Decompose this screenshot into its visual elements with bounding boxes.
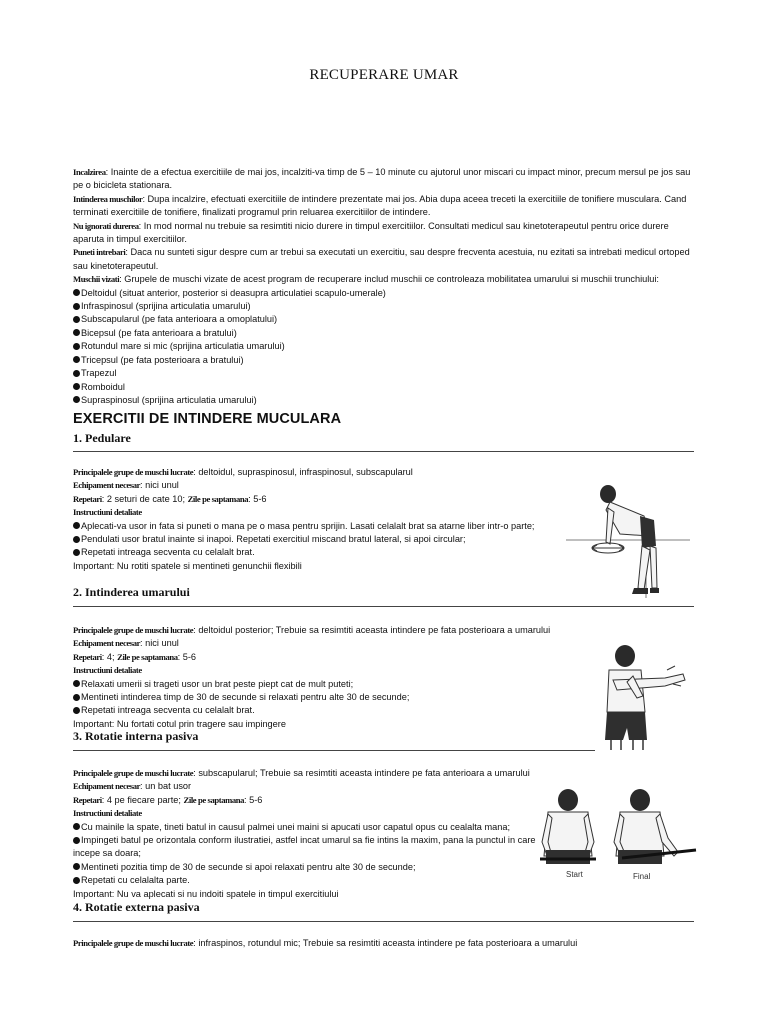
exercise-3-equipment: : un bat usor [140, 781, 192, 792]
step-text: Repetati intreaga secventa cu celalalt brat. [81, 547, 255, 558]
exercise-4-muscles: : infraspinos, rotundul mic; Trebuie sa resimtiti aceasta intindere pe fata posterioara a umarului [193, 938, 578, 948]
bullet-icon [73, 823, 80, 830]
exercise-3-reps: : 4 pe fiecare parte; [101, 794, 184, 805]
muscle-item: Subscapularul (pe fata anterioara a omoplatului) [81, 314, 278, 325]
bullet-icon [73, 316, 80, 323]
divider [73, 606, 694, 607]
bullet-icon [73, 289, 80, 296]
list-item [73, 691, 633, 704]
step-text: Cu mainile la spate, tineti batul in causul palmei unei maini si apucati usor capatul opus cu cealalta mana; [81, 821, 510, 832]
text-muscles: : Grupele de muschi vizate de acest program de recuperare includ muschii ce controleaza mobilitatea umarului si muschii trunchiului: [119, 274, 659, 285]
list-item [73, 354, 699, 367]
pendulum-exercise-illustration [566, 480, 690, 598]
shoulder-stretch-illustration [603, 640, 689, 754]
step-text: Aplecati-va usor in fata si puneti o mana pe o masa pentru sprijin. Lasati celalalt brat sa atarne liber intr-o parte; [81, 520, 535, 531]
bullet-icon [73, 383, 80, 390]
divider [73, 451, 694, 452]
list-item [73, 381, 699, 394]
step-text: Impingeti batul pe orizontala conform ilustratiei, astfel incat umarul sa fie intins la maxim, pana la punctul in care incepe sa doara; [73, 835, 536, 859]
text-questions: : Daca nu sunteti sigur despre cum ar trebui sa executati un exercitiu, sau despre frecventa acestuia, nu ezitati sa intrebati medicul ortoped sau kinetoterapeutul. [73, 247, 690, 271]
list-item [73, 313, 699, 326]
label-questions: Puneti intrebari [73, 247, 126, 258]
bullet-icon [73, 680, 80, 687]
step-text: Pendulati usor bratul inainte si inapoi. Repetati exercitiul miscand bratul lateral, si apoi circular; [81, 534, 466, 545]
exercise-3-days: : 5-6 [244, 794, 263, 805]
label-reps: Repetari [73, 794, 102, 805]
step-text: Relaxati umerii si trageti usor un brat peste piept cat de mult puteti; [81, 678, 354, 689]
label-reps: Repetari [73, 493, 102, 504]
label-warmup: Incalzirea [73, 167, 106, 177]
list-item [73, 287, 699, 300]
muscle-item: Infraspinosul (sprijina articulatia umarului) [81, 301, 251, 312]
section-heading: EXERCITII DE INTINDERE MUCULARA [73, 411, 342, 427]
label-muscles: Muschii vizati [73, 274, 120, 285]
list-item [73, 834, 549, 861]
exercise-1-muscles: : deltoidul, supraspinosul, infraspinosul, subscapularul [193, 467, 413, 477]
start-figure [540, 789, 596, 864]
label-muscle-groups: Principalele grupe de muschi lucrate [73, 467, 194, 477]
exercise-1-reps: : 2 seturi de cate 10; [101, 493, 188, 504]
bullet-icon [73, 370, 80, 377]
list-item [73, 861, 549, 874]
step-text: Repetati cu celalalta parte. [81, 875, 190, 886]
exercise-2-details [73, 624, 633, 731]
exercise-3-muscles: : subscapularul; Trebuie sa resimtiti aceasta intindere pe fata anterioara a umarului [193, 768, 530, 778]
list-item [73, 704, 633, 717]
label-days: Zile pe saptamana [183, 794, 245, 805]
list-item [73, 520, 553, 533]
label-muscle-groups: Principalele grupe de muschi lucrate [73, 625, 194, 635]
final-caption: Final [633, 872, 651, 881]
intro-questions [73, 246, 699, 273]
bullet-icon [73, 707, 80, 714]
bullet-icon [73, 343, 80, 350]
muscle-item: Romboidul [81, 381, 125, 392]
label-instructions: Instructiuni detaliate [73, 808, 142, 819]
muscle-item: Bicepsul (pe fata anterioara a bratului) [81, 327, 237, 338]
exercise-1-equipment: : nici unul [140, 480, 179, 491]
bullet-icon [73, 536, 80, 543]
list-item [73, 394, 699, 407]
label-equipment: Echipament necesar [73, 781, 141, 792]
divider [73, 921, 694, 922]
list-item [73, 367, 699, 380]
label-days: Zile pe saptamana [187, 493, 249, 504]
label-instructions: Instructiuni detaliate [73, 507, 142, 518]
exercise-2-days: : 5-6 [177, 651, 197, 662]
text-pain: : In mod normal nu trebuie sa resimtiti nicio durere in timpul exercitiilor. Consultati medicul sau kinetoterapeutul pentru orice durere aparuta in timpul exercitiilor. [73, 220, 669, 245]
exercise-2-title: 2. Intinderea umarului [73, 585, 190, 599]
exercise-4-details [73, 937, 693, 950]
list-item [73, 300, 699, 313]
label-muscle-groups: Principalele grupe de muschi lucrate [73, 938, 194, 948]
bullet-icon [73, 329, 80, 336]
muscle-item: Tricepsul (pe fata posterioara a bratului) [81, 354, 244, 365]
label-reps: Repetari [73, 651, 102, 662]
label-stretching: Intinderea muschilor [73, 193, 143, 204]
divider [73, 750, 595, 751]
label-equipment: Echipament necesar [73, 480, 141, 491]
muscle-item: Trapezul [81, 368, 117, 379]
bullet-icon [73, 396, 80, 403]
exercise-2-muscles: : deltoidul posterior; Trebuie sa resimtiti aceasta intindere pe fata posterioara a umarului [193, 625, 551, 635]
exercise-1-details [73, 466, 553, 573]
step-text: Mentineti intinderea timp de 30 de secunde si relaxati pentru alte 30 de secunde; [81, 692, 410, 703]
text-stretching: : Dupa incalzire, efectuati exercitiile de intindere prezentate mai jos. Abia dupa aceea treceti la exercitiile de tonifiere musculara. Cand terminati exercitiile de tonifiere, finalizati programul prin reluarea exercitiilor de intindere. [73, 193, 687, 218]
step-text: Mentineti pozitia timp de 30 de secunde si apoi relaxati pentru alte 30 de secunde; [81, 861, 416, 872]
start-caption: Start [566, 870, 583, 879]
exercise-1-days: : 5-6 [248, 493, 267, 504]
label-instructions: Instructiuni detaliate [73, 665, 142, 676]
muscle-item: Deltoidul (situat anterior, posterior si deasupra articulatiei scapulo-umerale) [81, 287, 386, 298]
exercise-3-title: 3. Rotatie interna pasiva [73, 729, 199, 743]
bullet-icon [73, 549, 80, 556]
important-note: Important: Nu rotiti spatele si mentineti genunchii flexibili [73, 560, 302, 571]
important-note: Important: Nu fortati cotul prin tragere sau impingere [73, 718, 286, 729]
exercise-3-details [73, 767, 549, 901]
list-item [73, 821, 549, 834]
exercise-1-title: 1. Pedulare [73, 431, 131, 445]
bullet-icon [73, 837, 80, 844]
text-warmup: : Inainte de a efectua exercitiile de mai jos, incalziti-va timp de 5 – 10 minute cu ajutorul unor miscari cu impact minor, precum mersul pe jos sau pe o bicicleta stationara. [73, 167, 691, 191]
bullet-icon [73, 303, 80, 310]
exercise-2-equipment: : nici unul [140, 638, 179, 649]
intro-stretching [73, 193, 699, 220]
muscle-item: Supraspinosul (sprijina articulatia umarului) [81, 394, 257, 405]
step-text: Repetati intreaga secventa cu celalalt brat. [81, 705, 255, 716]
intro-warmup [73, 166, 699, 193]
page-title: RECUPERARE UMAR [309, 67, 459, 83]
internal-rotation-illustration [540, 786, 700, 882]
exercise-4-title: 4. Rotatie externa pasiva [73, 900, 200, 914]
label-equipment: Echipament necesar [73, 638, 141, 649]
intro-muscles [73, 273, 699, 286]
label-pain: Nu ignorati durerea [73, 220, 139, 231]
intro-pain [73, 220, 699, 247]
intro-section [73, 166, 699, 407]
list-item [73, 678, 633, 691]
list-item [73, 533, 553, 546]
bullet-icon [73, 877, 80, 884]
bullet-icon [73, 356, 80, 363]
label-muscle-groups: Principalele grupe de muschi lucrate [73, 768, 194, 778]
list-item [73, 546, 553, 559]
muscle-item: Rotundul mare si mic (sprijina articulatia umarului) [81, 341, 285, 352]
list-item [73, 874, 549, 887]
important-note: Important: Nu va aplecati si nu indoiti spatele in timpul exercitiului [73, 888, 339, 899]
list-item [73, 327, 699, 340]
bullet-icon [73, 694, 80, 701]
final-figure [614, 789, 696, 864]
list-item [73, 340, 699, 353]
exercise-2-reps: : 4; [101, 651, 118, 662]
label-days: Zile pe saptamana [117, 651, 178, 662]
bullet-icon [73, 522, 80, 529]
bullet-icon [73, 863, 80, 870]
